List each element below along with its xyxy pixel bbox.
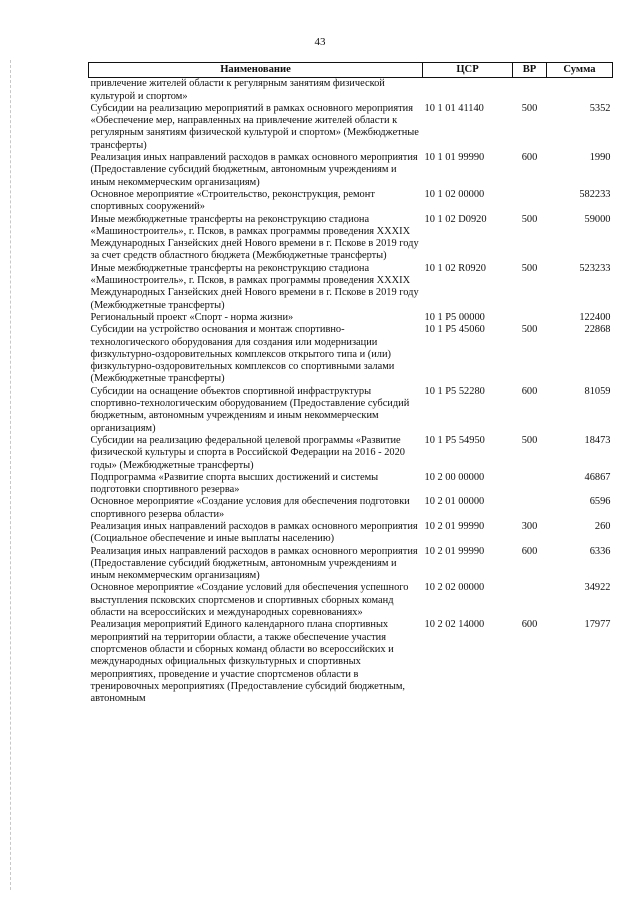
row-sum: 59000 xyxy=(584,213,611,225)
row-sum: 523233 xyxy=(579,262,611,274)
row-sum xyxy=(547,78,613,103)
row-name: Субсидии на устройство основания и монтаж спортивно-технологического оборудования для создания или модернизации физкультурно-оздоровительных комплексов открытого типа и (или) физкультурно-оздоровительных комплексов со спортивными залами (Межбюджетные трансферты) xyxy=(90,324,395,385)
table-row xyxy=(89,312,613,324)
row-name: Иные межбюджетные трансферты на реконструкцию стадиона «Машиностроитель», г. Псков, в рамках программы проведения XXXIX Международных Ганзейских дней Нового времени в г. Пскове в 2019 году (Межбюджетные трансферты) xyxy=(90,262,419,311)
row-csr: 10 1 02 D0920 xyxy=(424,213,487,225)
row-name: Иные межбюджетные трансферты на реконструкцию стадиона «Машиностроитель», г. Псков, в рамках программы проведения XXXIX Международных Ганзейских дней Нового времени в г. Пскове в 2019 году за счет средств областного бюджета (Межбюджетные трансферты) xyxy=(90,213,419,262)
row-vr xyxy=(513,496,547,521)
row-csr: 10 2 00 00000 xyxy=(424,471,485,483)
table-row xyxy=(89,324,613,385)
row-sum: 34922 xyxy=(584,582,611,594)
row-sum: 1990 xyxy=(589,152,611,164)
row-vr: 300 xyxy=(521,520,538,532)
row-vr: 600 xyxy=(521,619,538,631)
row-vr: 500 xyxy=(521,213,538,225)
row-name: привлечение жителей области к регулярным занятиям физической культурой и спортом» xyxy=(90,78,385,102)
row-name: Субсидии на реализацию мероприятий в рамках основного мероприятия «Обеспечение мер, направленных на привлечение жителей области к регулярным занятиям физической культурой и спортом» (Межбюджетные трансферты) xyxy=(90,102,419,151)
budget-table xyxy=(88,62,613,705)
row-vr: 600 xyxy=(521,385,538,397)
scan-edge-line xyxy=(10,60,11,890)
table-row xyxy=(89,546,613,583)
row-name: Основное мероприятие «Создание условия для обеспечения подготовки спортивного резерва области» xyxy=(90,496,410,520)
row-sum: 18473 xyxy=(584,434,611,446)
row-csr: 10 1 P5 45060 xyxy=(424,324,485,336)
row-sum: 81059 xyxy=(584,385,611,397)
table-row xyxy=(89,435,613,472)
row-sum: 260 xyxy=(594,520,611,532)
header-sum: Сумма xyxy=(547,63,613,78)
row-vr: 500 xyxy=(521,102,538,114)
row-name: Основное мероприятие «Строительство, реконструкция, ремонт спортивных сооружений» xyxy=(90,188,375,213)
table-row xyxy=(89,189,613,214)
table-row xyxy=(89,152,613,189)
row-sum: 582233 xyxy=(579,188,611,200)
table-row xyxy=(89,582,613,619)
row-csr: 10 2 01 00000 xyxy=(424,496,485,508)
row-csr: 10 1 P5 00000 xyxy=(424,311,485,323)
table-row xyxy=(89,214,613,263)
row-csr: 10 1 P5 54950 xyxy=(424,434,485,446)
table-row xyxy=(89,103,613,152)
row-name: Субсидии на оснащение объектов спортивной инфраструктуры спортивно-технологическим оборудованием (Предоставление субсидий бюджетным, автономным учреждениям и иным некоммерческим организациям) xyxy=(90,385,410,434)
row-csr: 10 2 01 99990 xyxy=(424,520,485,532)
row-name: Региональный проект «Спорт - норма жизни» xyxy=(90,311,294,323)
row-vr: 600 xyxy=(521,545,538,557)
table-row xyxy=(89,521,613,546)
header-name: Наименование xyxy=(89,63,423,78)
row-vr: 500 xyxy=(521,262,538,274)
row-vr xyxy=(513,472,547,497)
row-csr: 10 2 02 00000 xyxy=(424,582,485,594)
header-csr: ЦСР xyxy=(423,63,513,78)
row-sum: 6336 xyxy=(589,545,611,557)
row-sum: 22868 xyxy=(584,324,611,336)
row-name: Реализация иных направлений расходов в рамках основного мероприятия (Предоставление субсидий бюджетным, автономным учреждениям и иным некоммерческим организациям) xyxy=(90,545,418,582)
row-csr: 10 1 02 R0920 xyxy=(424,262,486,274)
table-row xyxy=(89,386,613,435)
table-row xyxy=(89,619,613,705)
row-csr xyxy=(423,78,513,103)
row-csr: 10 1 01 41140 xyxy=(424,102,484,114)
table-row xyxy=(89,472,613,497)
row-csr: 10 1 01 99990 xyxy=(424,152,485,164)
table-row xyxy=(89,78,613,103)
table-row xyxy=(89,263,613,312)
row-sum: 122400 xyxy=(579,311,611,323)
row-sum: 6596 xyxy=(589,496,611,508)
table-header-row xyxy=(89,63,613,78)
row-vr xyxy=(513,312,547,324)
row-vr xyxy=(513,582,547,619)
row-vr xyxy=(513,189,547,214)
row-sum: 17977 xyxy=(584,619,611,631)
row-vr xyxy=(513,78,547,103)
row-name: Реализация иных направлений расходов в рамках основного мероприятия (Социальное обеспечение и иные выплаты населению) xyxy=(90,520,418,545)
row-sum: 5352 xyxy=(589,102,611,114)
row-name: Основное мероприятие «Создание условий для обеспечения успешного выступления псковских спортсменов и спортивных сборных команд области на всероссийских и международных соревнованиях» xyxy=(90,582,409,619)
row-csr: 10 1 02 00000 xyxy=(424,188,485,200)
row-csr: 10 1 P5 52280 xyxy=(424,385,485,397)
row-csr: 10 2 01 99990 xyxy=(424,545,485,557)
row-csr: 10 2 02 14000 xyxy=(424,619,485,631)
row-vr: 500 xyxy=(521,324,538,336)
table-row xyxy=(89,496,613,521)
header-vr: ВР xyxy=(513,63,547,78)
row-name: Реализация мероприятий Единого календарного плана спортивных мероприятий на территории области, а также обеспечение участия спортсменов области и сборных команд области во всероссийских и международных официальных физкультурных и спортивных мероприятиях, проведение и участие спортсменов области в тренировочных мероприятиях (Предоставление субсидий бюджетным, автономным xyxy=(90,619,406,705)
page-number: 43 xyxy=(314,36,326,48)
row-name: Субсидии на реализацию федеральной целевой программы «Развитие физической культуры и спорта в Российской Федерации на 2016 - 2020 годы» (Межбюджетные трансферты) xyxy=(90,434,406,471)
row-name: Реализация иных направлений расходов в рамках основного мероприятия (Предоставление субсидий бюджетным, автономным учреждениям и иным некоммерческим организациям) xyxy=(90,152,418,188)
row-vr: 500 xyxy=(521,434,538,446)
row-vr: 600 xyxy=(521,152,538,164)
row-name: Подпрограмма «Развитие спорта высших достижений и системы подготовки спортивного резерва» xyxy=(90,471,379,496)
row-sum: 46867 xyxy=(584,471,611,483)
